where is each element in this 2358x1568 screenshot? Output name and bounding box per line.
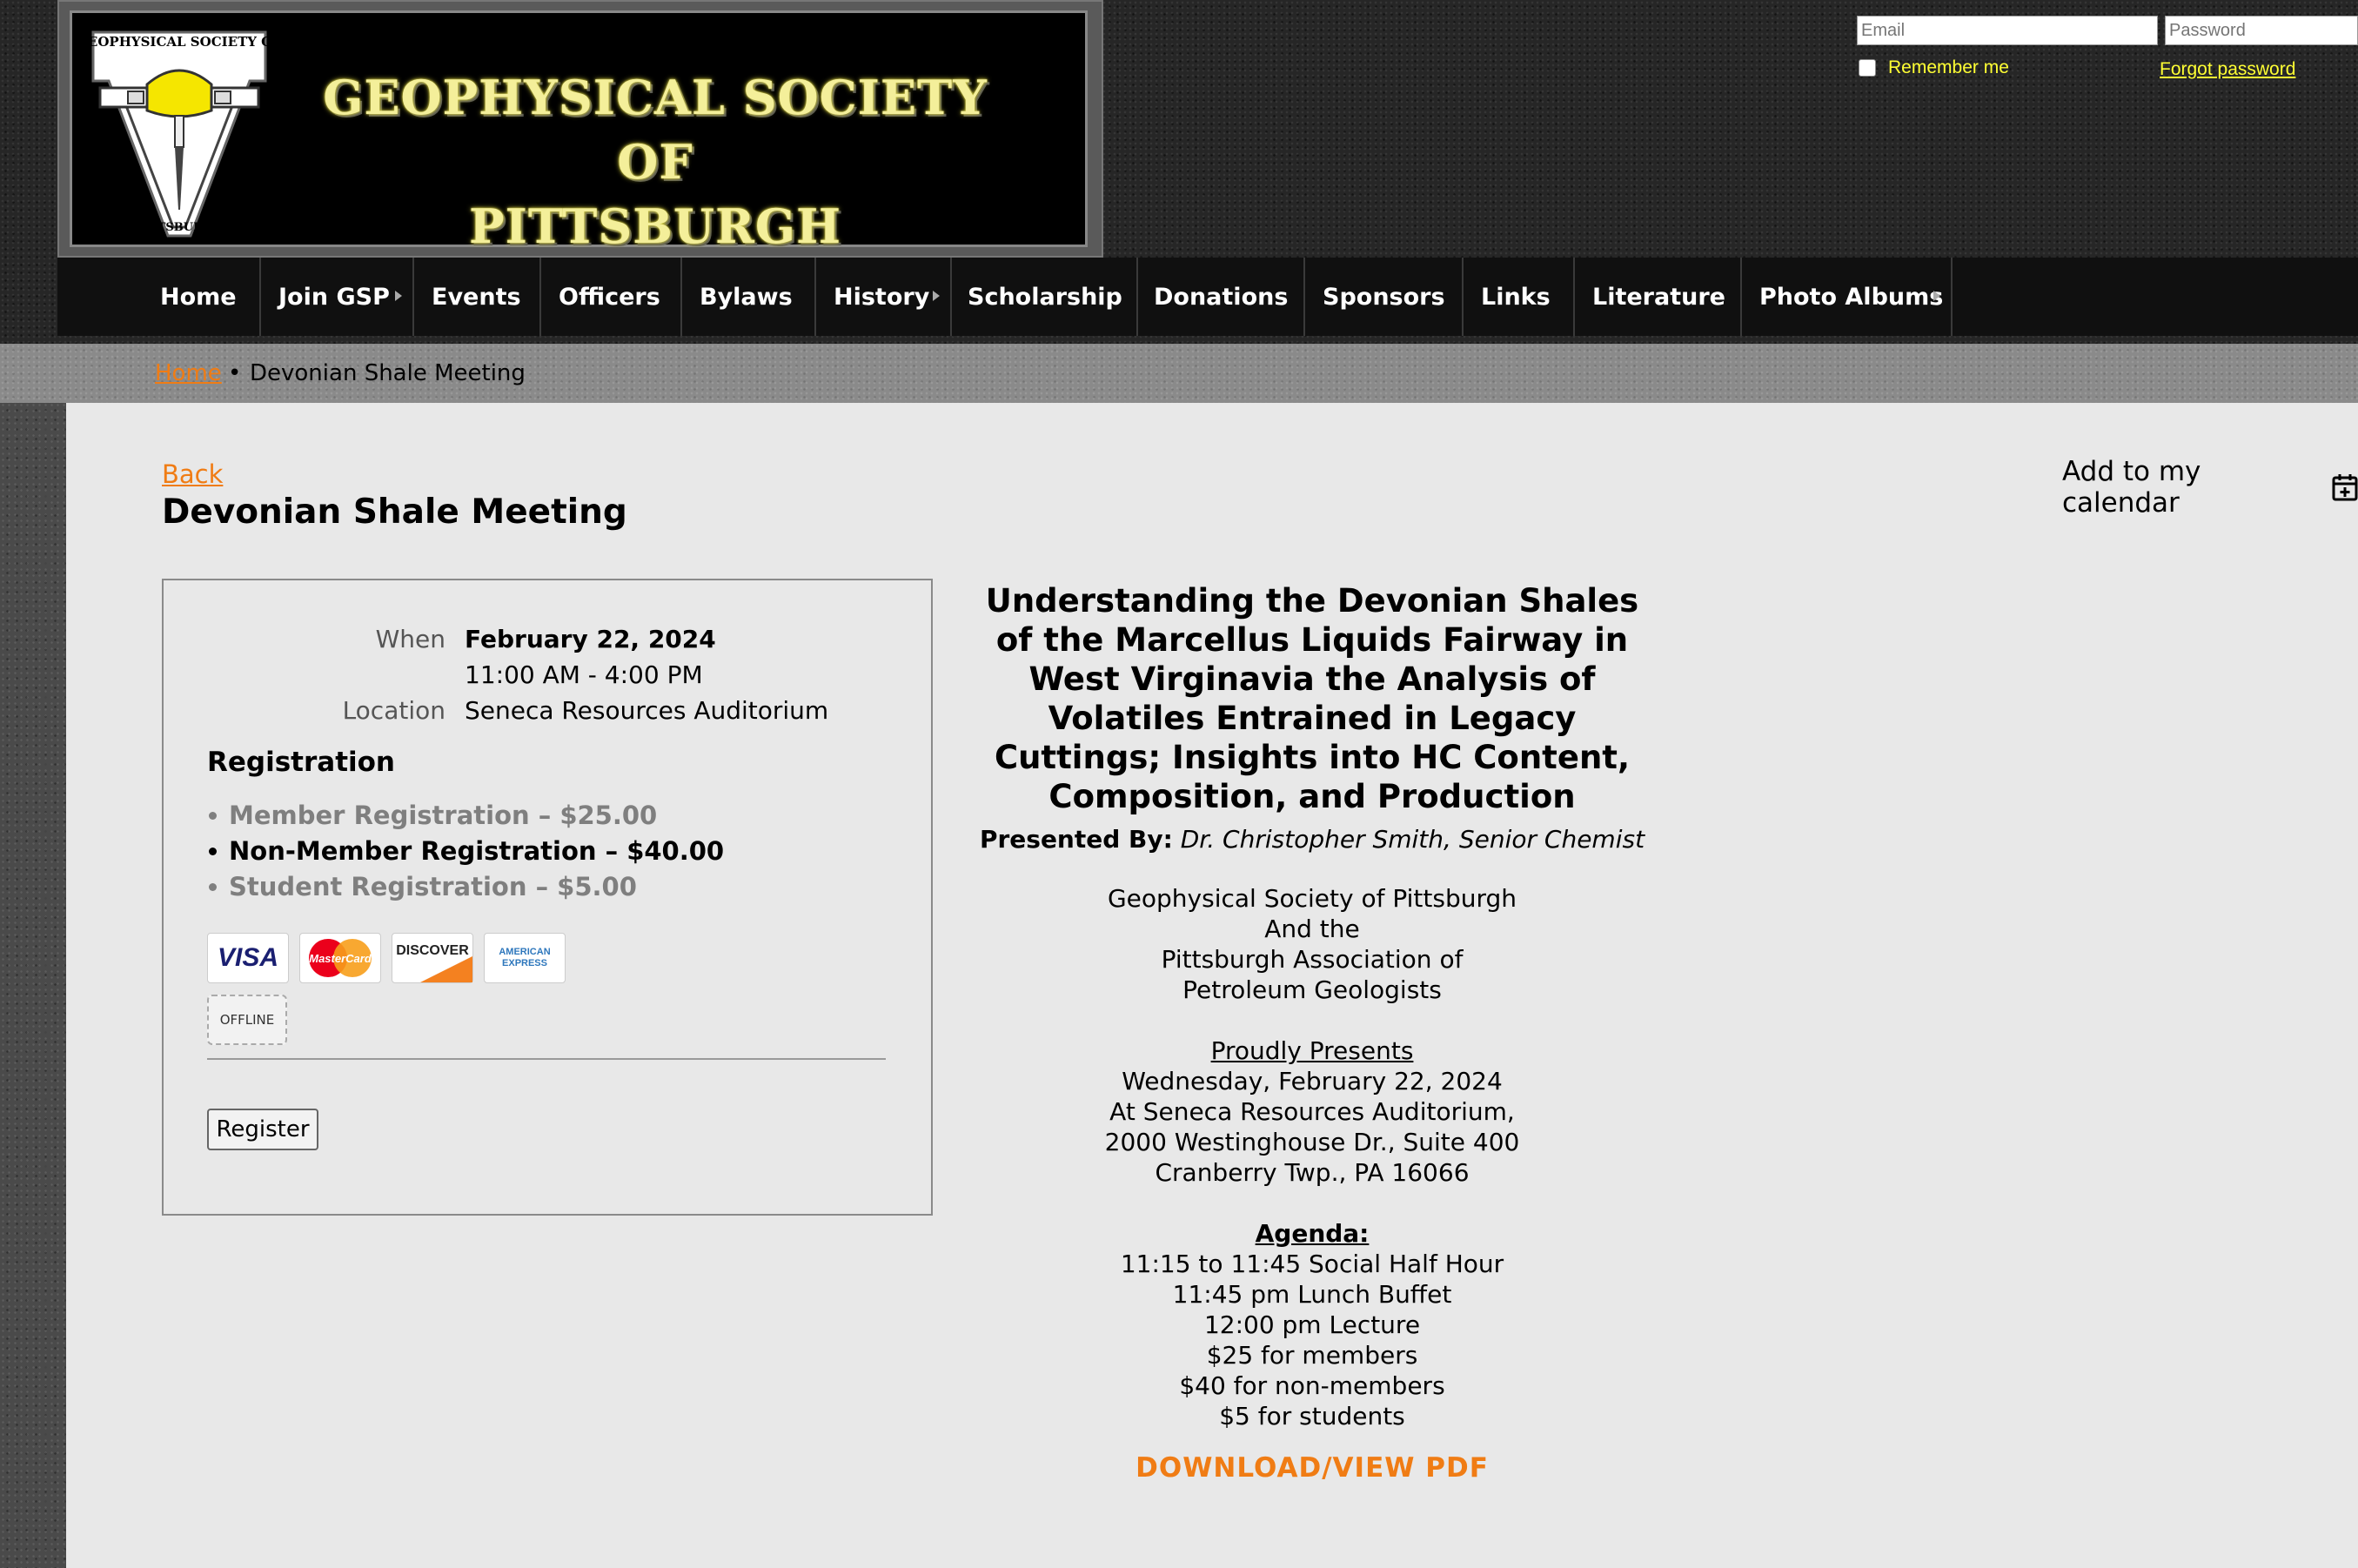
event-description [964,581,1660,1484]
forgot-password-link[interactable]: Forgot password [2160,59,2296,79]
nav-item-bylaws[interactable]: Bylaws [700,283,793,311]
agenda-label: Agenda: [1255,1219,1370,1248]
organizers [964,883,1660,1005]
page-title: Devonian Shale Meeting [162,493,627,532]
nav-divider [1740,258,1742,336]
registration-option-label: Non-Member Registration – $40.00 [229,836,725,866]
presenter-name: Dr. Christopher Smith, Senior Chemist [1180,825,1645,854]
nav-item-join-gsp[interactable]: Join GSP [278,283,390,311]
organizer-line: And the [1264,915,1360,943]
back-link[interactable]: Back [162,459,224,489]
logo-title-line1: GEOPHYSICAL SOCIETY OF [323,70,988,190]
when-label: When [375,625,445,653]
remember-me[interactable] [1859,57,2009,78]
event-date: February 22, 2024 [465,625,716,653]
registration-heading: Registration [207,747,396,778]
logo-banner [70,10,1088,254]
nav-item-photo-albums[interactable]: Photo Albums [1759,283,1944,311]
main-nav [57,258,2358,336]
proudly-presents: Proudly Presents [1210,1036,1414,1065]
organizer-line: Pittsburgh Association of [1161,945,1464,974]
nav-item-donations[interactable]: Donations [1154,283,1289,311]
nav-item-sponsors[interactable]: Sponsors [1323,283,1445,311]
agenda-line: 11:15 to 11:45 Social Half Hour [1120,1250,1504,1278]
registration-option-label: Student Registration – $5.00 [229,872,637,901]
registration-option-student[interactable] [207,869,724,905]
society-seal-icon [77,30,282,238]
nav-item-literature[interactable]: Literature [1592,283,1725,311]
location-label: Location [342,696,445,725]
register-button[interactable]: Register [207,1109,318,1150]
download-pdf-link[interactable]: DOWNLOAD/VIEW PDF [1135,1452,1489,1484]
nav-divider [1951,258,1953,336]
submenu-arrow-icon [933,291,940,301]
submenu-arrow-icon [1933,291,1940,301]
agenda-line: 12:00 pm Lecture [1203,1310,1421,1339]
event-time: 11:00 AM - 4:00 PM [465,660,703,689]
seal-top-text: GEOPHYSICAL SOCIETY OF [77,34,282,50]
agenda-line: $25 for members [1206,1341,1418,1370]
registration-option-non-member[interactable] [207,834,724,869]
add-to-calendar-button[interactable] [2062,456,2358,519]
offline-payment-icon [207,995,287,1045]
logo-title-line2: PITTSBURGH [468,198,842,254]
password-input[interactable] [2165,16,2358,45]
nav-divider [259,258,261,336]
nav-item-links[interactable]: Links [1481,283,1551,311]
event-location: Seneca Resources Auditorium [465,696,829,725]
email-input[interactable] [1857,16,2158,45]
seal-bottom-text: PITTSBURGH [135,221,224,234]
venue-line: At Seneca Resources Auditorium, [1109,1097,1515,1126]
remember-me-label: Remember me [1888,57,2009,77]
nav-item-history[interactable]: History [834,283,930,311]
venue-details [964,1035,1660,1188]
breadcrumb-home-link[interactable]: Home [155,360,222,386]
agenda-line: 11:45 pm Lunch Buffet [1172,1280,1452,1309]
nav-divider [1573,258,1575,336]
nav-divider [680,258,682,336]
bullet-icon [209,883,217,891]
agenda-line: $40 for non-members [1179,1371,1445,1400]
nav-divider [539,258,541,336]
breadcrumb-separator: • [228,360,242,386]
nav-divider [950,258,952,336]
visa-icon: VISA [207,933,289,983]
presented-by-label: Presented By: [979,825,1173,854]
mastercard-icon: MasterCard [299,933,381,983]
registration-option-label: Member Registration – $25.00 [229,801,658,830]
agenda [964,1218,1660,1431]
nav-divider [412,258,414,336]
organizer-line: Petroleum Geologists [1182,975,1442,1004]
venue-line: 2000 Westinghouse Dr., Suite 400 [1104,1128,1520,1156]
nav-divider [1303,258,1305,336]
remember-me-checkbox[interactable] [1859,59,1876,77]
venue-line: Cranberry Twp., PA 16066 [1155,1158,1470,1187]
nav-item-officers[interactable]: Officers [559,283,660,311]
nav-item-events[interactable]: Events [432,283,521,311]
add-to-calendar-label: Add to my calendar [2062,456,2201,519]
submenu-arrow-icon [395,291,402,301]
registration-option-member[interactable] [207,798,724,834]
nav-item-scholarship[interactable]: Scholarship [968,283,1122,311]
breadcrumb-current: Devonian Shale Meeting [250,360,526,386]
nav-divider [814,258,816,336]
article-title: Understanding the Devonian Shales of the Marcellus Liquids Fairway in West Virginavia the Analysis of Volatiles Entrained in Legacy Cuttings; Insights into HC Content, Composition, and Production [985,582,1639,815]
logo-title [307,65,1003,258]
payment-methods [207,933,566,983]
nav-divider [1136,258,1138,336]
site-logo[interactable] [57,0,1103,258]
registration-options [207,798,724,905]
offline-label: OFFLINE [219,1012,275,1028]
divider [207,1058,886,1060]
organizer-line: Geophysical Society of Pittsburgh [1107,884,1517,913]
venue-line: Wednesday, February 22, 2024 [1122,1067,1503,1096]
bullet-icon [209,848,217,855]
nav-divider [1462,258,1464,336]
agenda-line: $5 for students [1219,1402,1405,1431]
presenter-line [964,825,1660,854]
calendar-add-icon [2332,473,2358,501]
discover-icon: DISCOVER [392,933,473,983]
bullet-icon [209,812,217,820]
nav-item-home[interactable]: Home [160,283,237,311]
american-express-icon: AMERICAN EXPRESS [484,933,566,983]
